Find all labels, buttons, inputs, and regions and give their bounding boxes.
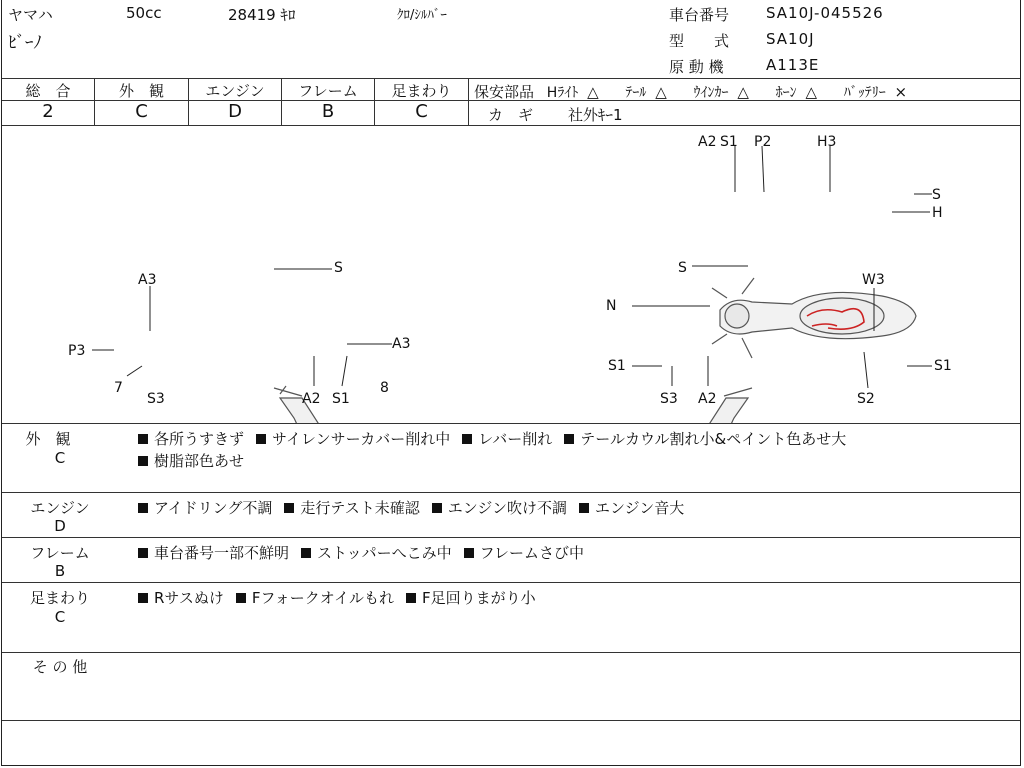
label-right-s: S	[678, 260, 687, 276]
safety-item-tail: ﾃｰﾙ	[625, 85, 647, 101]
label-left-8: 8	[380, 380, 389, 396]
frame-no-label: 車台番号	[669, 6, 730, 24]
key-value: 社外ｷｰ1	[568, 106, 623, 124]
label-left-a3-front: A3	[392, 336, 411, 352]
label-top-a2: A2	[698, 134, 717, 150]
label-left-s: S	[334, 260, 343, 276]
label-top-s1: S1	[720, 134, 738, 150]
engine-label: 原 動 機	[669, 58, 724, 76]
label-right-w3: W3	[862, 272, 885, 288]
safety-title: 保安部品	[474, 83, 535, 101]
label-top-s: S	[932, 187, 941, 203]
label-left-p3: P3	[68, 343, 86, 359]
section-frame-label: フレーム	[30, 544, 90, 562]
mileage: 28419 ｷﾛ	[228, 6, 296, 24]
safety-mark-headlight: △	[587, 83, 599, 101]
grade-frame-value: B	[321, 101, 335, 122]
section-suspension-line1: Rサスぬけ Fフォークオイルもれ F足回りまがり小	[138, 587, 548, 608]
section-exterior-line1: 各所うすきず サイレンサーカバー削れ中 レバー削れ テールカウル割れ小&ペイント色あせ大	[138, 428, 858, 449]
section-frame-line1: 車台番号一部不鮮明 ストッパーへこみ中 フレームさび中	[138, 542, 596, 563]
label-left-s3: S3	[147, 391, 165, 407]
label-right-n: N	[606, 298, 617, 314]
safety-item-headlight: Hﾗｲﾄ	[546, 85, 579, 101]
color: ｸﾛ/ｼﾙﾊﾞｰ	[397, 8, 447, 23]
section-engine-line1: アイドリング不調 走行テスト未確認 エンジン吹け不調 エンジン音大	[138, 497, 696, 518]
damage-diagram	[2, 126, 1020, 423]
section-engine-grade: D	[54, 517, 66, 535]
frame-no: SA10J-045526	[766, 4, 884, 22]
safety-parts	[474, 81, 907, 102]
section-exterior-line2: 樹脂部色あせ	[138, 450, 256, 471]
label-right-s2: S2	[857, 391, 875, 407]
grade-suspension-label: 足まわり	[391, 82, 452, 100]
label-left-a2: A2	[302, 391, 321, 407]
section-other-label: そ の 他	[32, 658, 88, 676]
grade-suspension-value: C	[415, 101, 428, 122]
section-suspension-label: 足まわり	[29, 589, 90, 607]
label-right-s3: S3	[660, 391, 678, 407]
engine-value: A113E	[766, 56, 820, 74]
section-frame-grade: B	[54, 562, 66, 580]
grade-overall-value: 2	[42, 101, 54, 122]
label-left-s1: S1	[332, 391, 350, 407]
label-right-a2: A2	[698, 391, 717, 407]
safety-mark-horn: △	[805, 83, 817, 101]
section-engine-label: エンジン	[30, 499, 90, 517]
label-right-s1-front: S1	[608, 358, 626, 374]
grade-frame-label: フレーム	[298, 82, 358, 100]
safety-item-winker: ｳｲﾝｶｰ	[693, 85, 729, 101]
type-label: 型 式	[669, 32, 730, 50]
grade-overall-label: 総 合	[25, 82, 71, 100]
model-name: ﾋﾞｰﾉ	[8, 33, 42, 53]
grade-engine-label: エンジン	[205, 82, 265, 100]
label-top-h3: H3	[817, 134, 837, 150]
grade-engine-value: D	[228, 101, 242, 122]
safety-item-battery: ﾊﾞｯﾃﾘｰ	[843, 85, 886, 101]
section-exterior-grade: C	[54, 449, 66, 467]
grade-exterior-value: C	[135, 101, 148, 122]
maker: ヤマハ	[8, 6, 53, 24]
displacement: 50cc	[126, 4, 162, 22]
label-right-s1-rear: S1	[934, 358, 952, 374]
section-exterior-label: 外 観	[25, 430, 71, 448]
safety-mark-winker: △	[737, 83, 749, 101]
grade-exterior-label: 外 観	[118, 82, 164, 100]
label-top-h: H	[932, 205, 943, 221]
key-label: カ ギ	[488, 106, 534, 124]
safety-mark-tail: △	[655, 83, 667, 101]
label-top-p2: P2	[754, 134, 772, 150]
type-value: SA10J	[766, 30, 815, 48]
safety-item-horn: ﾎｰﾝ	[775, 85, 797, 101]
inspection-sheet	[1, 0, 1021, 766]
label-left-7: 7	[114, 380, 123, 396]
safety-mark-battery: ×	[894, 83, 908, 101]
section-suspension-grade: C	[54, 608, 66, 626]
label-left-a3-top: A3	[138, 272, 157, 288]
